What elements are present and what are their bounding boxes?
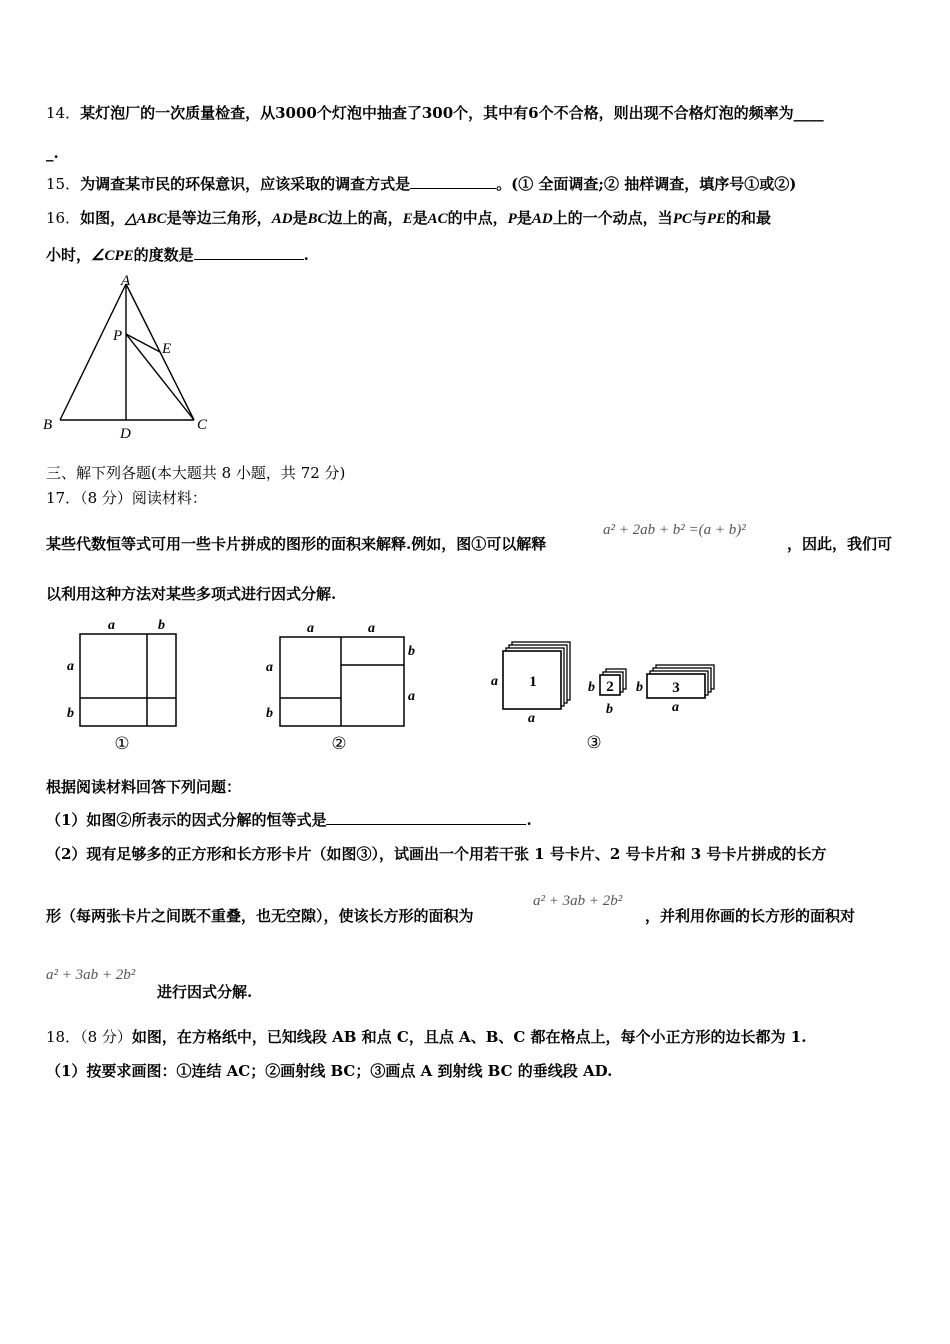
segment-pc <box>126 334 194 420</box>
label-d: D <box>120 426 131 442</box>
fig3-caption: ③ <box>586 733 602 752</box>
q14-line1 <box>46 103 824 123</box>
side-ab <box>60 284 126 420</box>
q16-text-7: 是 <box>516 209 532 227</box>
q16-line2-end: . <box>303 246 309 264</box>
q16-line1 <box>46 208 771 229</box>
q16-text-1: 如图， <box>80 209 126 227</box>
fig2-caption: ② <box>331 734 347 753</box>
q15-number: 15． <box>46 175 81 193</box>
q16-line2-b: 的度数是 <box>133 246 194 264</box>
q16-pc: PC <box>672 211 692 227</box>
q17-identity: a² + 2ab + b² =(a + b)² <box>603 522 746 538</box>
q16-number: 16． <box>46 209 81 227</box>
q17-line1 <box>46 534 546 554</box>
q16-ac: AC <box>427 211 448 227</box>
q17-part1-blank[interactable] <box>326 810 526 825</box>
q14-number: 14． <box>46 104 81 122</box>
q17-line1-b: ，因此，我们可 <box>787 535 893 553</box>
q16-ad2: AD <box>531 211 553 227</box>
q16-text-8: 上的一个动点，当 <box>552 209 673 227</box>
fig3-card2-bottom-b: b <box>606 702 613 717</box>
q16-text-3: 是 <box>292 209 308 227</box>
q16-text-4: 边上的高， <box>327 209 403 227</box>
q17-part1 <box>46 810 532 830</box>
q16-line2 <box>46 245 309 266</box>
card2-label: 2 <box>606 679 614 695</box>
fig2-right-a: a <box>408 689 415 704</box>
q18-number: 18． <box>46 1028 81 1046</box>
q17-poly: a² + 3ab + 2b² <box>533 893 623 909</box>
q18-score: （8 分） <box>80 1028 132 1046</box>
q16-p: P <box>507 211 517 227</box>
q17-number: 17． <box>46 489 81 507</box>
q16-pe: PE <box>706 211 727 227</box>
fig3-card1-bottom-a: a <box>528 711 535 726</box>
q16-e: E <box>402 211 413 227</box>
q14-text: 某灯泡厂的一次质量检查，从3000个灯泡中抽查了300个，其中有6个不合格，则出现不合格灯泡的频率为____ <box>80 104 824 122</box>
q17-part2-line3: 进行因式分解. <box>157 983 253 1001</box>
fig3-card3-side-b: b <box>636 680 643 695</box>
q16-ad: AD <box>271 211 293 227</box>
q16-bc: BC <box>307 211 328 227</box>
q17-title: 阅读材料： <box>131 489 207 507</box>
q18-text: 如图，在方格纸中，已知线段 AB 和点 C，且点 A、B、C 都在格点上，每个小正方形的边长都为 1. <box>131 1028 807 1046</box>
section3-heading: 三、解下列各题(本大题共 8 小题，共 72 分) <box>46 464 346 482</box>
q18-part1: （1）按要求画图：①连结 AC；②画射线 BC；③画点 A 到射线 BC 的垂线段 AD. <box>46 1062 613 1080</box>
q14-tail: _. <box>46 144 59 162</box>
q18-line1 <box>46 1027 806 1047</box>
q17-part2-line2 <box>46 906 474 926</box>
label-p: P <box>113 328 123 344</box>
fig1-outer <box>80 634 176 726</box>
q16-text-9: 与 <box>691 209 707 227</box>
segment-ec <box>160 352 194 420</box>
q15-answer-blank[interactable] <box>410 174 496 189</box>
q17-part2-line2-a: 形（每两张卡片之间既不重叠，也无空隙），使该长方形的面积为 <box>46 907 474 925</box>
q17-part2-line1: （2）现有足够多的正方形和长方形卡片（如图③），试画出一个用若干张 1 号卡片、2 号卡片和 3 号卡片拼成的长方 <box>46 845 827 863</box>
fig1-top-a: a <box>108 618 115 633</box>
q15-text-before: 为调查某市民的环保意识，应该采取的调查方式是 <box>80 175 411 193</box>
figure-2 <box>260 613 430 753</box>
q17-poly2: a² + 3ab + 2b² <box>46 967 136 983</box>
fig3-card2-side-b: b <box>588 680 595 695</box>
fig3-card1-side-a: a <box>491 674 498 689</box>
fig1-left-a: a <box>67 659 74 674</box>
fig1-left-b: b <box>67 706 74 721</box>
q15-text-after: 。(① 全面调查;② 抽样调查，填序号①或②) <box>496 175 797 193</box>
card3-label: 3 <box>672 680 680 696</box>
figure-1 <box>60 613 190 753</box>
fig3-card3-bottom-a: a <box>672 700 679 715</box>
card1-label: 1 <box>529 674 537 690</box>
q17-line1-a: 某些代数恒等式可用一些卡片拼成的图形的面积来解释.例如，图①可以解释 <box>46 535 547 553</box>
q17-score: （8 分） <box>80 489 132 507</box>
fig1-caption: ① <box>114 734 130 753</box>
label-a: A <box>121 273 131 289</box>
figure-3 <box>488 636 728 756</box>
q17-header <box>46 488 207 508</box>
fig1-top-b: b <box>158 618 165 633</box>
q16-text-2: 是等边三角形， <box>166 209 272 227</box>
q17-part1-end: . <box>526 811 532 829</box>
q16-text-6: 的中点， <box>447 209 508 227</box>
fig2-outer <box>280 637 404 726</box>
fig2-top-a1: a <box>307 621 314 636</box>
q17-prompt: 根据阅读材料回答下列问题： <box>46 778 242 796</box>
fig2-right-b: b <box>408 644 415 659</box>
q16-triangle: △ABC <box>125 211 167 227</box>
q16-triangle-figure <box>40 272 220 442</box>
fig2-left-a: a <box>266 660 273 675</box>
q16-angle: ∠CPE <box>91 248 134 264</box>
fig2-left-b: b <box>266 706 273 721</box>
label-b: B <box>43 417 53 433</box>
q17-line2: 以利用这种方法对某些多项式进行因式分解. <box>46 585 337 603</box>
label-e: E <box>162 341 172 357</box>
q16-text-10: 的和最 <box>726 209 772 227</box>
q16-line2-a: 小时， <box>46 246 92 264</box>
q17-part1-text: （1）如图②所表示的因式分解的恒等式是 <box>46 811 327 829</box>
q16-text-5: 是 <box>412 209 428 227</box>
q16-answer-blank[interactable] <box>194 245 304 260</box>
label-c: C <box>197 417 208 433</box>
fig2-top-a2: a <box>368 621 375 636</box>
q17-part2-line2-b: ，并利用你画的长方形的面积对 <box>645 907 856 925</box>
q15-line <box>46 174 796 194</box>
